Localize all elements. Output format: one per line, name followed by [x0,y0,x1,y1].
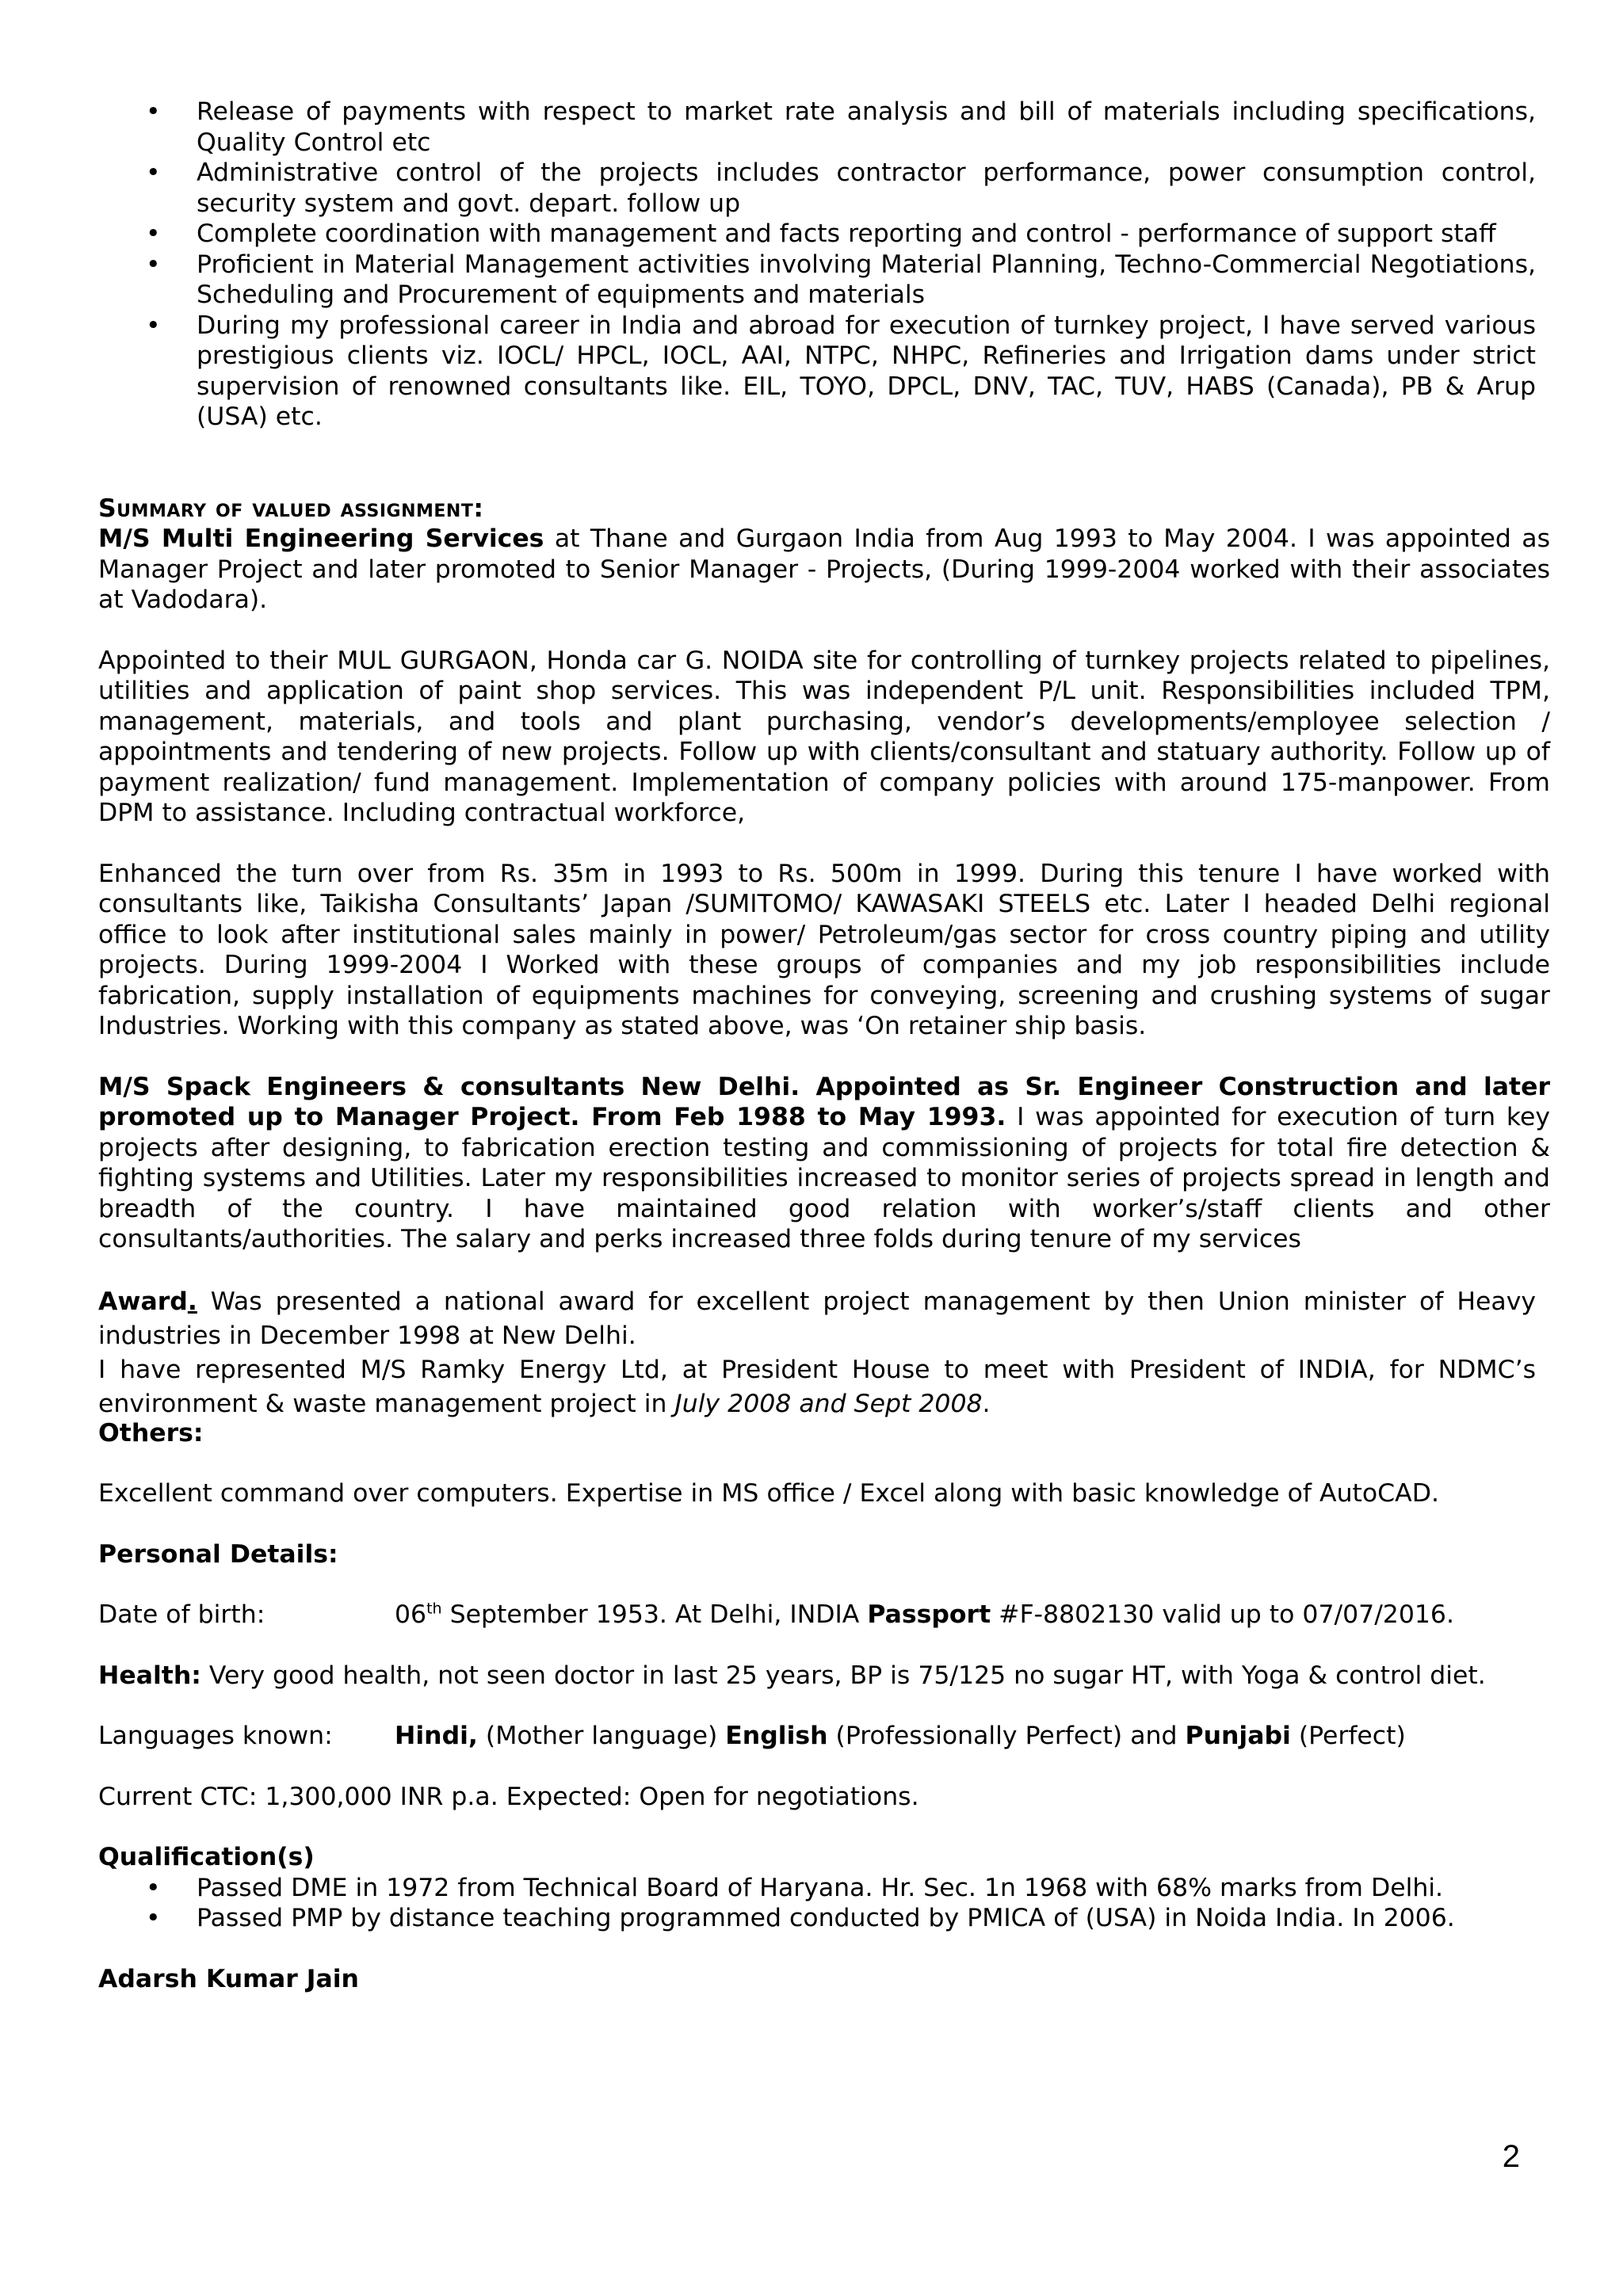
page-number: 2 [1502,2139,1520,2174]
dob-suffix: th [426,1600,442,1618]
spack-heading: M/S Spack Engineers & consultants New Delhi. Appointed as Sr. Engineer Construction and later promoted up to Manager Project. From Feb 1988 to May 1993. [98,1072,1550,1131]
health-label: Health: [98,1661,201,1690]
list-item: • During my professional career in India and abroad for execution of turnkey project, I have served various prestigious clients viz. IOCL/ HPCL, IOCL, AAI, NTPC, NHPC, Refineries and Irrigation dams under strict supervision of renowned consultants like. EIL, TOYO, DPCL, DNV, TAC, TUV, HABS (Canada), PB & Arup (USA) etc. [98,311,1550,433]
ramky-text: I have represented M/S Ramky Energy Ltd, at President House to meet with President of INDIA, for NDMC’s environment & waste management project in [98,1355,1536,1418]
ctc-row: Current CTC: 1,300,000 INR p.a. Expected: Open for negotiations. [98,1782,919,1811]
turnover-paragraph: Enhanced the turn over from Rs. 35m in 1993 to Rs. 500m in 1999. During this tenure I have worked with consultants like, Taikisha Consultants’ Japan /SUMITOMO/ KAWASAKI STEELS etc. Later I headed Delhi regional office to look after institutional sales mainly in power/ Petroleum/gas sector for cross country piping and utility projects. During 1999-2004 I Worked with these groups of companies and my job responsibilities include fabrication, supply installation of equipments machines for conveying, screening and crushing systems of sugar Industries. Working with this company as stated above, was ‘On retainer ship basis. [98,859,1550,1040]
language-english: English [725,1722,828,1750]
qualification-heading: Qualification(s) [98,1843,315,1871]
company-name: M/S Multi Engineering Services [98,524,544,553]
award-section [98,1285,1550,1421]
mul-gurgaon-paragraph: Appointed to their MUL GURGAON, Honda car G. NOIDA site for controlling of turnkey projects related to pipelines, utilities and application of paint shop services. This was independent P/L unit. Responsibilities included TPM, management, materials, and tools and plant purchasing, vendor’s developments/employee selection / appointments and tendering of new projects. Follow up with clients/consultant and statuary authority. Follow up of payment realization/ fund management. Implementation of company policies with around 175-manpower. From DPM to assistance. Including contractual workforce, [98,646,1550,827]
passport-text: #F-8802130 valid up to 07/07/2016. [991,1600,1454,1629]
resume-page [98,97,1550,1994]
languages-label: Languages known: [98,1722,333,1750]
multi-engineering-paragraph [98,524,1550,616]
list-item: • Administrative control of the projects includes contractor performance, power consumption control, security system and govt. depart. follow up [98,158,1550,219]
award-label: Award [98,1287,188,1316]
language-note: (Mother language) [477,1722,726,1750]
others-text: Excellent command over computers. Expertise in MS office / Excel along with basic knowledge of AutoCAD. [98,1479,1439,1508]
personal-details-heading: Personal Details: [98,1539,338,1569]
ramky-paragraph [98,1353,1536,1421]
dob-label: Date of birth: [98,1600,265,1629]
language-hindi: Hindi, [395,1722,478,1750]
dob-text: September 1953. At Delhi, INDIA [441,1600,868,1629]
award-dot: . [187,1287,197,1316]
signature-name: Adarsh Kumar Jain [98,1964,359,1993]
list-item: • Passed DME in 1972 from Technical Board of Haryana. Hr. Sec. 1n 1968 with 68% marks from Delhi. [98,1873,1550,1904]
dob-day: 06 [395,1600,427,1629]
list-item: • Complete coordination with management and facts reporting and control - performance of support staff [98,219,1550,250]
others-heading: Others: [98,1418,204,1447]
spack-paragraph [98,1072,1550,1255]
ramky-end: . [982,1389,991,1418]
language-note: (Perfect) [1290,1722,1406,1750]
health-row [98,1661,1550,1691]
award-paragraph [98,1285,1536,1353]
responsibilities-list [98,97,1550,433]
ramky-dates: July 2008 and Sept 2008 [674,1389,983,1418]
dob-row [98,1600,1550,1630]
language-punjabi: Punjabi [1185,1722,1291,1750]
list-item: • Release of payments with respect to market rate analysis and bill of materials including specifications, Quality Control etc [98,97,1550,158]
list-item: • Passed PMP by distance teaching programmed conducted by PMICA of (USA) in Noida India. In 2006. [98,1903,1550,1934]
languages-row [98,1721,1550,1752]
list-item: • Proficient in Material Management activities involving Material Planning, Techno-Commercial Negotiations, Scheduling and Procurement of equipments and materials [98,250,1550,311]
health-text: Very good health, not seen doctor in last 25 years, BP is 75/125 no sugar HT, with Yoga & control diet. [200,1661,1486,1690]
paragraph-text: at Thane and Gurgaon India from Aug 1993 to May 2004. I was appointed as Manager Project and later promoted to Senior Manager - Projects, (During 1999-2004 worked with their associates at Vadodara). [98,524,1551,614]
award-text: Was presented a national award for excellent project management by then Union minister of Heavy industries in December 1998 at New Delhi. [98,1287,1536,1350]
qualification-list [98,1873,1550,1934]
summary-heading: Summary of valued assignment: [98,494,484,523]
paragraph-text: I was appointed for execution of turn key projects after designing, to fabrication erection testing and commissioning of projects for total fire detection & fighting systems and Utilities. Later my responsibilities increased to monitor series of projects spread in length and breadth of the country. I have maintained good relation with worker’s/staff clients and other consultants/authorities. The salary and perks increased three folds during tenure of my services [98,1103,1550,1253]
passport-label: Passport [867,1600,991,1629]
language-note: (Professionally Perfect) and [827,1722,1186,1750]
